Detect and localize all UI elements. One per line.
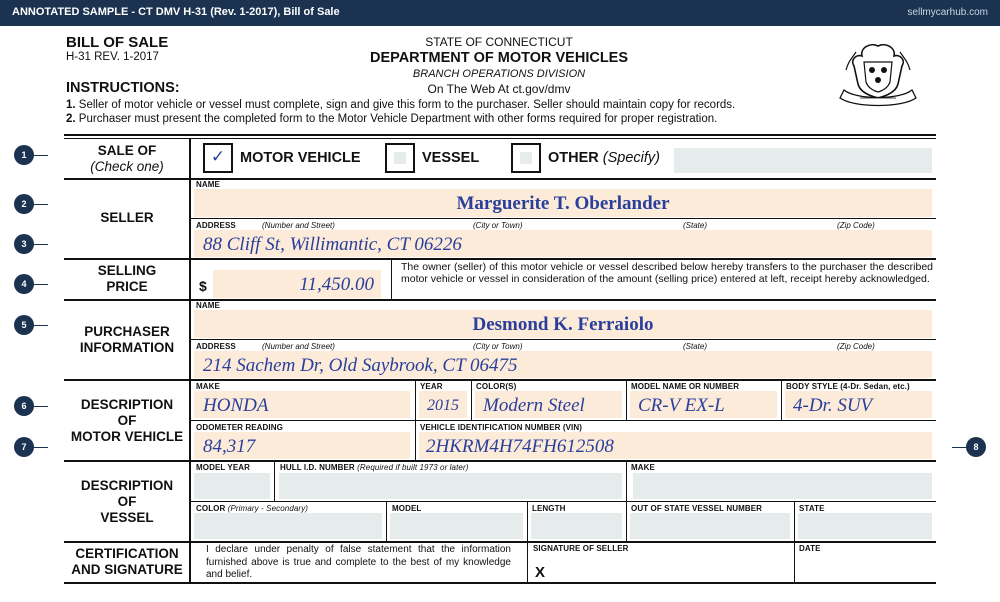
field-divider [190,420,936,421]
hull-id-field[interactable] [279,473,622,499]
row-divider [64,178,936,180]
ct-state-seal-icon [836,40,920,108]
vessel-color-field[interactable] [194,513,382,539]
color-value: Modern Steel [483,395,585,416]
field-divider [274,461,275,501]
vessel-model-label: MODEL [392,504,422,513]
seller-address-value: 88 Cliff St, Willimantic, CT 06226 [203,234,462,255]
odometer-label: ODOMETER READING [196,423,283,432]
agency-name: DEPARTMENT OF MOTOR VEHICLES [369,50,629,66]
field-divider [391,259,392,299]
zip-hint: (Zip Code) [837,342,875,351]
annotation-marker-2: 2 [14,194,34,214]
vessel-length-label: LENGTH [532,504,566,513]
odometer-value: 84,317 [203,436,256,457]
division-name: BRANCH OPERATIONS DIVISION [412,68,586,80]
other-checkbox[interactable] [511,143,541,173]
vessel-section-label: DESCRIPTION OF VESSEL [80,478,174,525]
purchaser-name-value: Desmond K. Ferraiolo [472,314,654,335]
field-divider [190,501,936,502]
field-divider [794,501,795,541]
annotation-marker-6: 6 [14,396,34,416]
field-divider [626,461,627,501]
model-value: CR-V EX-L [638,395,725,416]
color-label: COLOR(S) [476,382,517,391]
selling-price-section-label: SELLING PRICE [97,263,157,294]
make-label: MAKE [196,382,220,391]
row-divider [64,460,936,462]
row-divider [64,379,936,381]
annotation-marker-8: 8 [966,437,986,457]
field-divider [190,218,936,219]
zip-hint: (Zip Code) [837,221,875,230]
form-title: BILL OF SALE [66,34,169,51]
annotation-marker-1: 1 [14,145,34,165]
model-year-field[interactable] [194,473,270,499]
row-divider [64,258,936,260]
field-divider [415,420,416,460]
annotation-marker-5: 5 [14,315,34,335]
street-hint: (Number and Street) [262,342,335,351]
vessel-make-field[interactable] [633,473,932,499]
date-label: DATE [799,544,821,553]
instructions-heading: INSTRUCTIONS: [66,80,180,96]
form-revision: H-31 REV. 1-2017 [66,51,159,63]
field-divider [190,339,936,340]
form-top-rule [64,134,936,136]
motor-vehicle-section-label: DESCRIPTION OF MOTOR VEHICLE [70,397,184,444]
vessel-model-field[interactable] [390,513,523,539]
state-hint: (State) [683,342,708,351]
purchaser-name-label: NAME [196,301,220,310]
motor-vehicle-checkbox[interactable] [203,143,233,173]
row-divider [64,541,936,543]
signature-x-mark: X [535,564,546,581]
field-divider [794,542,795,582]
body-style-label: BODY STYLE (4-Dr. Sedan, etc.) [786,382,910,391]
model-year-label: MODEL YEAR [196,463,251,472]
vessel-state-label: STATE [799,504,825,513]
selling-price-value: 11,450.00 [299,274,374,295]
vin-label: VEHICLE IDENTIFICATION NUMBER (VIN) [420,423,583,432]
make-value: HONDA [203,395,269,416]
city-hint: (City or Town) [473,342,523,351]
other-option-label: OTHER (Specify) [548,150,660,166]
field-divider [386,501,387,541]
field-divider [471,380,472,420]
motor-vehicle-option-label: MOTOR VEHICLE [240,150,361,166]
certification-statement: I declare under penalty of false statement that the information furnished above is true and complete to the best of my knowledge and belief. [206,544,511,580]
vessel-length-field[interactable] [531,513,622,539]
body-style-value: 4-Dr. SUV [793,395,873,416]
annotation-marker-3: 3 [14,234,34,254]
purchaser-section-label: PURCHASER INFORMATION [79,324,175,355]
year-value: 2015 [427,397,459,414]
agency-website: On The Web At ct.gov/dmv [427,82,571,96]
date-field[interactable] [796,556,932,581]
check-mark-icon: ✓ [210,147,226,166]
state-name: STATE OF CONNECTICUT [425,35,573,49]
street-hint: (Number and Street) [262,221,335,230]
seller-address-label: ADDRESS [196,221,236,230]
vessel-state-field[interactable] [798,513,932,539]
state-hint: (State) [683,221,708,230]
form-bottom-rule [64,582,936,584]
transfer-statement: The owner (seller) of this motor vehicle or vessel described below hereby transfers to the purchaser the described motor vehicle or vessel in consideration of the amount (selling price) entered at left, receipt hereby acknowledged. [401,261,933,285]
seller-name-value: Marguerite T. Oberlander [456,193,670,214]
sale-of-section-label: SALE OF (Check one) [90,143,164,174]
banner-title: ANNOTATED SAMPLE - CT DMV H-31 (Rev. 1-2017), Bill of Sale [12,6,340,18]
annotation-marker-7: 7 [14,437,34,457]
row-divider [64,299,936,301]
seller-name-label: NAME [196,180,220,189]
other-specify-field[interactable] [674,148,932,173]
out-of-state-number-field[interactable] [630,513,790,539]
seller-signature-field[interactable] [528,556,793,581]
field-divider [527,501,528,541]
vessel-checkbox[interactable] [385,143,415,173]
hull-id-label: HULL I.D. NUMBER (Required if built 1973 or later) [280,463,469,472]
banner-site: sellmycarhub.com [907,7,988,18]
purchaser-address-label: ADDRESS [196,342,236,351]
field-divider [626,501,627,541]
instruction-item: 2. Purchaser must present the completed form to the Motor Vehicle Department with other forms required for proper registration. [66,113,718,125]
year-label: YEAR [420,382,443,391]
vessel-make-label: MAKE [631,463,655,472]
form-top-rule [64,138,936,139]
currency-symbol: $ [199,278,207,294]
vessel-option-label: VESSEL [422,150,480,166]
vin-value: 2HKRM4H74FH612508 [426,436,614,457]
seller-signature-label: SIGNATURE OF SELLER [533,544,629,553]
model-label: MODEL NAME OR NUMBER [631,382,740,391]
out-of-state-number-label: OUT OF STATE VESSEL NUMBER [631,504,763,513]
field-divider [415,380,416,420]
field-divider [781,380,782,420]
instruction-item: 1. Seller of motor vehicle or vessel must complete, sign and give this form to the purchaser. Seller should maintain copy for records. [66,99,736,111]
seller-section-label: SELLER [100,210,154,225]
city-hint: (City or Town) [473,221,523,230]
field-divider [626,380,627,420]
annotation-marker-4: 4 [14,274,34,294]
vessel-color-label: COLOR (Primary - Secondary) [196,504,309,513]
purchaser-address-value: 214 Sachem Dr, Old Saybrook, CT 06475 [203,355,518,376]
annotation-banner [0,0,1000,26]
certification-section-label: CERTIFICATION AND SIGNATURE [71,546,183,577]
